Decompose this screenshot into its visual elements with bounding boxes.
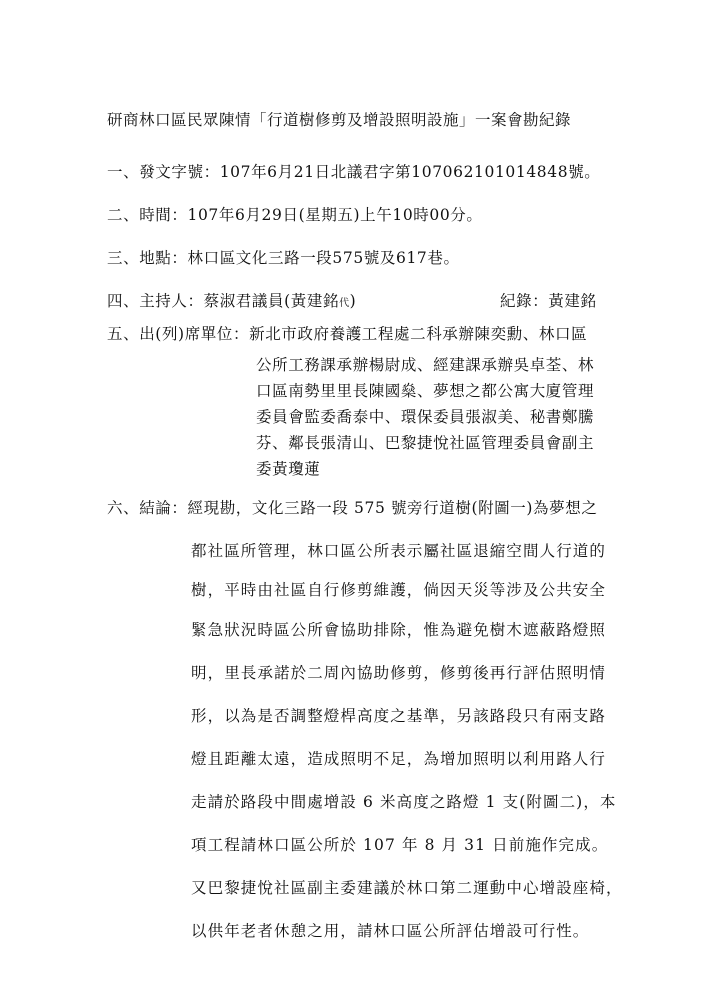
attendees-line: 委黃瓊蓮 <box>256 460 321 478</box>
conclusion-line: 又巴黎捷悅社區副主委建議於林口第二運動中心增設座椅， <box>191 879 623 897</box>
conclusion-line: 燈且距離太遠，造成照明不足，為增加照明以利用路人行 <box>191 750 607 768</box>
item-host <box>107 289 356 311</box>
item-location: 三、地點：林口區文化三路一段575號及617巷。 <box>107 249 460 267</box>
conclusion-line: 以供年老者休憩之用，請林口區公所評估增設可行性。 <box>191 922 590 940</box>
conclusion-line: 項工程請林口區公所於 107 年 8 月 31 日前施作完成。 <box>191 836 609 854</box>
conclusion-line: 走請於路段中間處增設 6 米高度之路燈 1 支(附圖二)，本 <box>191 793 617 811</box>
conclusion-line: 形，以為是否調整燈桿高度之基準，另該路段只有兩支路 <box>191 707 607 725</box>
conclusion-line: 樹，平時由社區自行修剪維護，倘因天災等涉及公共安全 <box>191 581 607 599</box>
attendees-line: 芬、鄰長張清山、巴黎捷悅社區管理委員會副主 <box>256 434 595 452</box>
conclusion-line: 緊急狀況時區公所會協助排除，惟為避免樹木遮蔽路燈照 <box>191 621 607 639</box>
attendees-line: 公所工務課承辦楊尉成、經建課承辦吳卓荃、林 <box>256 356 595 374</box>
item-conclusion-first: 六、結論：經現勘，文化三路一段 575 號旁行道樹(附圖一)為夢想之 <box>107 499 598 517</box>
item-attendees-first: 五、出(列)席單位：新北市政府養護工程處二科承辦陳奕勳、林口區 <box>107 325 588 343</box>
attendees-line: 委員會監委喬泰中、環保委員張淑美、秘書鄭騰 <box>256 408 595 426</box>
document-title: 研商林口區民眾陳情「行道樹修剪及增設照明設施」一案會勘紀錄 <box>107 111 572 129</box>
host-text: 四、主持人：蔡淑君議員(黃建銘 <box>107 292 340 310</box>
recorder: 紀錄：黃建銘 <box>500 292 597 310</box>
attendees-line: 口區南勢里里長陳國燊、夢想之都公寓大廈管理 <box>256 382 595 400</box>
host-proxy-mark: 代 <box>339 298 350 309</box>
item-document-number: 一、發文字號：107年6月21日北議君字第107062101014848號。 <box>107 163 601 181</box>
conclusion-line: 明，里長承諾於二周內協助修剪，修剪後再行評估照明情 <box>191 664 607 682</box>
item-time: 二、時間：107年6月29日(星期五)上午10時00分。 <box>107 206 483 224</box>
host-close: ) <box>349 292 357 310</box>
conclusion-line: 都社區所管理，林口區公所表示屬社區退縮空間人行道的 <box>191 542 607 560</box>
